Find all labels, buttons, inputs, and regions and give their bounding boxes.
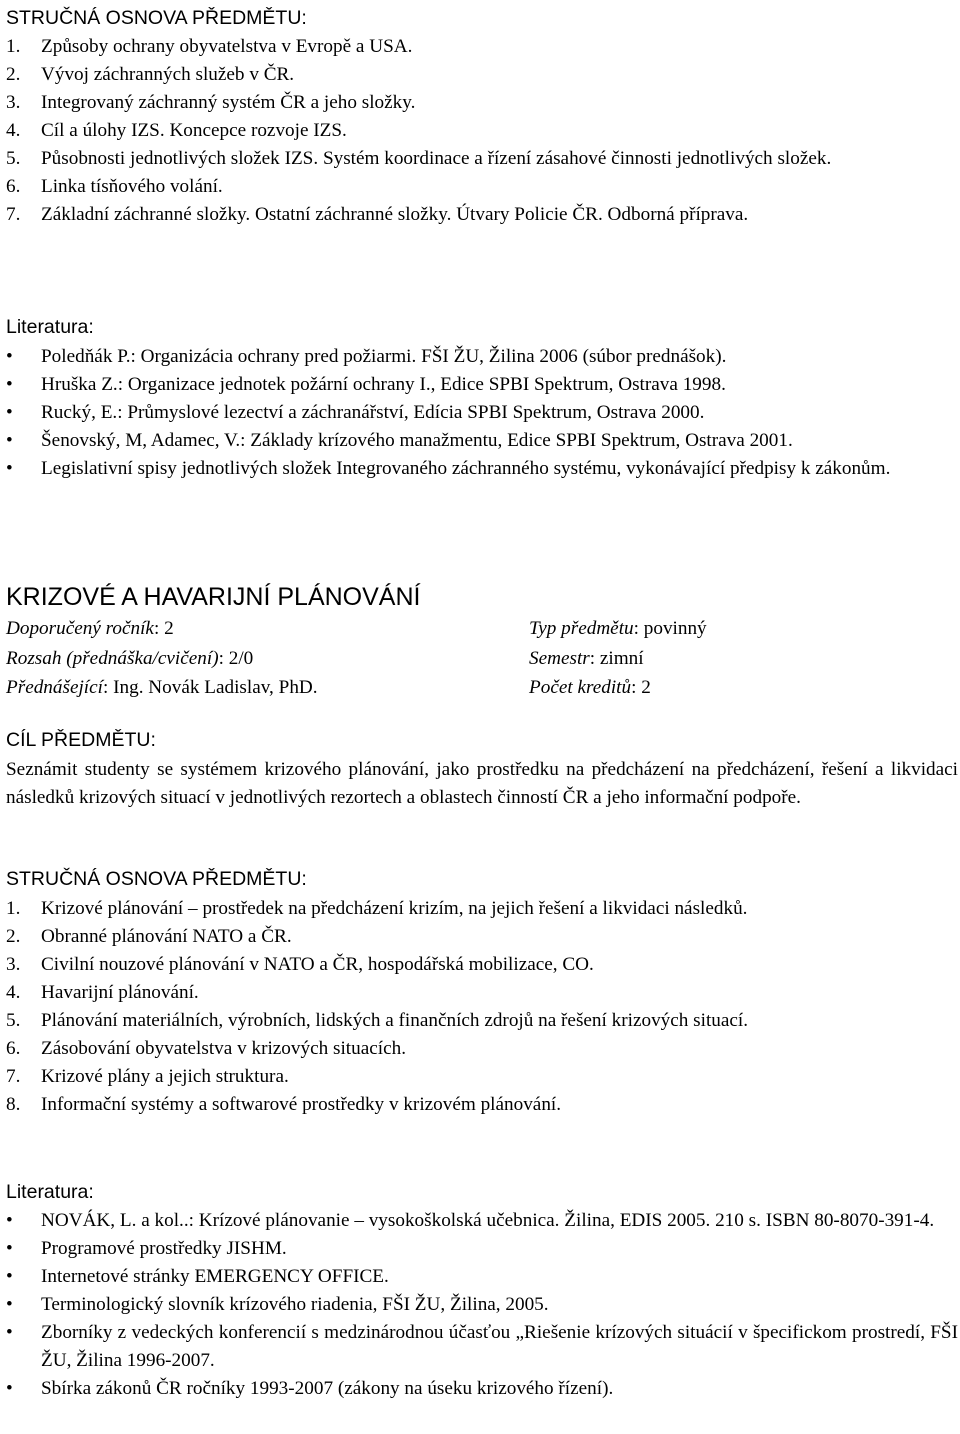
course-title: KRIZOVÉ A HAVARIJNÍ PLÁNOVÁNÍ	[6, 583, 421, 611]
list-item: 1. Způsoby ochrany obyvatelstva v Evropě a USA.	[6, 36, 413, 57]
top-outline-list	[6, 33, 958, 229]
typ: Typ předmětu: povinný	[529, 618, 707, 639]
list-item: • Rucký, E.: Průmyslové lezectví a záchranářství, Edícia SPBI Spektrum, Ostrava 2000.	[6, 399, 958, 427]
prednasejici: Přednášející: Ing. Novák Ladislav, PhD.	[6, 677, 318, 698]
list-item: 7. Krizové plány a jejich struktura.	[6, 1066, 289, 1087]
top-outline-heading: STRUČNÁ OSNOVA PŘEDMĚTU:	[6, 7, 307, 29]
goal-heading: CÍL PŘEDMĚTU:	[6, 729, 156, 751]
list-item: • Sbírka zákonů ČR ročníky 1993-2007 (zákony na úseku krizového řízení).	[6, 1375, 958, 1403]
list-item: 1. Krizové plánování – prostředek na předcházení krizím, na jejich řešení a likvidaci následků.	[6, 898, 748, 919]
list-item: 8. Informační systémy a softwarové prostředky v krizovém plánování.	[6, 1094, 562, 1115]
list-item: • Terminologický slovník krízového riadenia, FŠI ŽU, Žilina, 2005.	[6, 1291, 958, 1319]
outline-list-wrap	[6, 895, 958, 1119]
list-item: • Internetové stránky EMERGENCY OFFICE.	[6, 1263, 958, 1291]
list-item: 2. Vývoj záchranných služeb v ČR.	[6, 64, 295, 85]
semestr: Semestr: zimní	[529, 648, 644, 669]
outline-heading: STRUČNÁ OSNOVA PŘEDMĚTU:	[6, 868, 307, 890]
literature-list-wrap	[6, 1207, 958, 1403]
top-literature-list	[6, 343, 958, 483]
meta-row-2	[6, 645, 958, 673]
kredity: Počet kreditů: 2	[529, 677, 651, 698]
list-item: 3. Integrovaný záchranný systém ČR a jeho složky.	[6, 92, 416, 113]
list-item: 3. Civilní nouzové plánování v NATO a ČR, hospodářská mobilizace, CO.	[6, 954, 594, 975]
list-item: 5. Působnosti jednotlivých složek IZS. Systém koordinace a řízení zásahové činnosti jednotlivých složek.	[6, 148, 832, 169]
literature-list	[6, 1207, 958, 1403]
list-item: 6. Linka tísňového volání.	[6, 176, 223, 197]
list-item: • Legislativní spisy jednotlivých složek Integrovaného záchranného systému, vykonávající předpisy k zákonům.	[6, 455, 958, 483]
list-item: • Poledňák P.: Organizácia ochrany pred požiarmi. FŠI ŽU, Žilina 2006 (súbor prednášok).	[6, 343, 958, 371]
goal-text: Seznámit studenty se systémem krizového plánování, jako prostředku na předcházení na předcházení, řešení a likvidaci následků krizových situací v jednotlivých rezortech a oblastech činností ČR a jeho informační podpoře.	[6, 759, 958, 808]
list-item: 2. Obranné plánování NATO a ČR.	[6, 926, 292, 947]
rozsah: Rozsah (přednáška/cvičení): 2/0	[6, 648, 254, 669]
top-literature-list-wrap	[6, 343, 958, 483]
list-item: • Šenovský, M, Adamec, V.: Základy krízového manažmentu, Edice SPBI Spektrum, Ostrava 2001.	[6, 427, 958, 455]
list-item: 6. Zásobování obyvatelstva v krizových situacích.	[6, 1038, 406, 1059]
meta-row-1	[6, 615, 958, 643]
top-literature-heading: Literatura:	[6, 316, 94, 338]
list-item: • Programové prostředky JISHM.	[6, 1235, 958, 1263]
list-item: 4. Cíl a úlohy IZS. Koncepce rozvoje IZS.	[6, 120, 347, 141]
list-item: • Hruška Z.: Organizace jednotek požární ochrany I., Edice SPBI Spektrum, Ostrava 1998.	[6, 371, 958, 399]
literature-heading: Literatura:	[6, 1181, 94, 1203]
list-item: 5. Plánování materiálních, výrobních, lidských a finančních zdrojů na řešení krizových situací.	[6, 1010, 749, 1031]
outline-list	[6, 895, 958, 1119]
list-item: • Zborníky z vedeckých konferencií s medzinárodnou účasťou „Riešenie krízových situácií v špecifickom prostredí, FŠI ŽU, Žilina 1996-2007.	[6, 1319, 958, 1375]
list-item: • NOVÁK, L. a kol..: Krízové plánovanie – vysokoškolská učebnica. Žilina, EDIS 2005. 210 s. ISBN 80-8070-391-4.	[6, 1207, 958, 1235]
list-item: 7. Základní záchranné složky. Ostatní záchranné složky. Útvary Policie ČR. Odborná příprava.	[6, 204, 749, 225]
top-outline-list-wrap	[6, 33, 958, 229]
list-item: 4. Havarijní plánování.	[6, 982, 199, 1003]
meta-row-3	[6, 674, 958, 702]
rocnik: Doporučený ročník: 2	[6, 618, 174, 639]
